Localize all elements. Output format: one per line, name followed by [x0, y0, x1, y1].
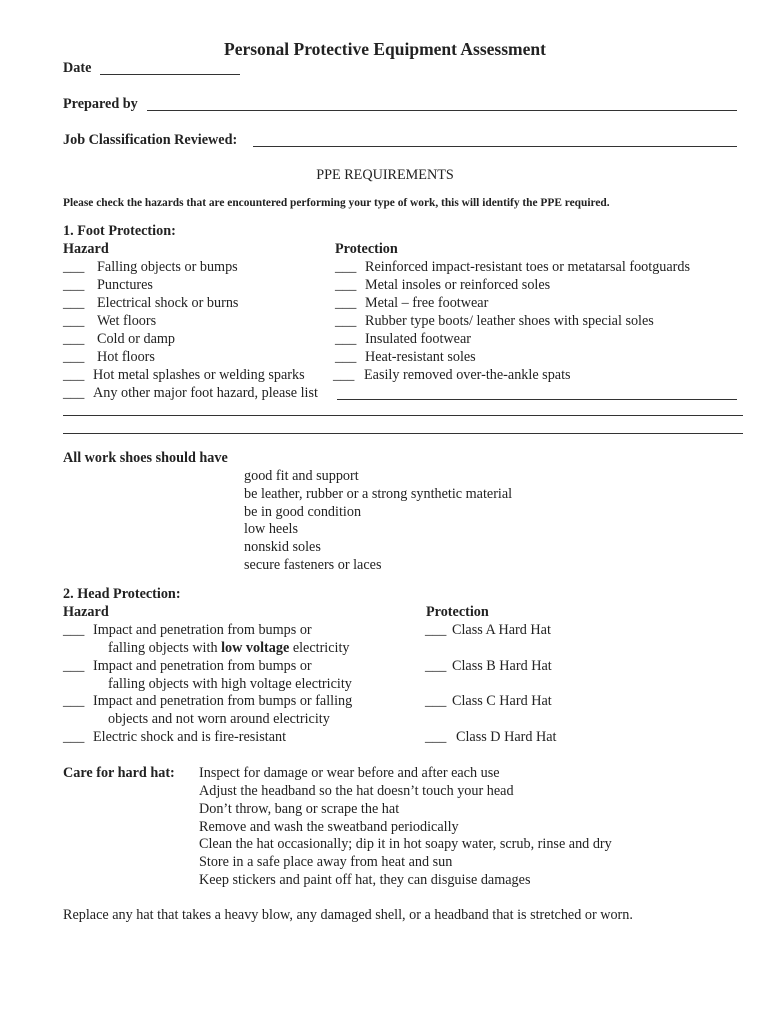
foot-hazard-label: Hot metal splashes or welding sparks [93, 367, 305, 383]
foot-other-field-line-2[interactable] [63, 415, 743, 416]
foot-protection-checkbox[interactable]: ___ [335, 277, 357, 293]
head-protection-heading: 2. Head Protection: [63, 586, 181, 602]
foot-protection-checkbox[interactable]: ___ [335, 331, 357, 347]
care-item: Inspect for damage or wear before and after each use [199, 765, 500, 781]
head-hazard-label-continued: objects and not worn around electricity [108, 711, 330, 727]
foot-protection-label: Rubber type boots/ leather shoes with special soles [365, 313, 654, 329]
foot-hazard-checkbox[interactable]: ___ [63, 259, 85, 275]
head-hazard-checkbox[interactable]: ___ [63, 729, 85, 745]
head-protection-label: Class A Hard Hat [452, 622, 551, 638]
foot-protection-checkbox[interactable]: ___ [335, 349, 357, 365]
foot-other-checkbox[interactable]: ___ [63, 385, 85, 401]
head-protection-label: Class D Hard Hat [456, 729, 557, 745]
care-item: Keep stickers and paint off hat, they can disguise damages [199, 872, 531, 888]
replace-hat-note: Replace any hat that takes a heavy blow, any damaged shell, or a headband that is stretched or worn. [63, 907, 633, 923]
work-shoes-item: low heels [244, 521, 298, 537]
care-item: Adjust the headband so the hat doesn’t touch your head [199, 783, 514, 799]
foot-hazard-label: Wet floors [97, 313, 157, 329]
care-item: Remove and wash the sweatband periodically [199, 819, 459, 835]
head-protection-label: Class B Hard Hat [452, 658, 552, 674]
instructions-text: Please check the hazards that are encountered performing your type of work, this will identify the PPE required. [63, 197, 610, 209]
page-title: Personal Protective Equipment Assessment [224, 39, 546, 59]
care-item: Store in a safe place away from heat and sun [199, 854, 453, 870]
foot-protection-label: Easily removed over-the-ankle spats [364, 367, 571, 383]
head-protection-checkbox[interactable]: ___ [425, 622, 447, 638]
care-item: Don’t throw, bang or scrape the hat [199, 801, 400, 817]
head-hazard-label-continued: falling objects with low voltage electricity [108, 640, 350, 656]
work-shoes-heading: All work shoes should have [63, 450, 228, 466]
foot-hazard-label: Hot floors [97, 349, 155, 365]
foot-protection-column-header: Protection [335, 241, 398, 257]
head-hazard-checkbox[interactable]: ___ [63, 622, 85, 638]
foot-hazard-label: Electrical shock or burns [97, 295, 239, 311]
foot-other-field-line-3[interactable] [63, 433, 743, 434]
head-hazard-label: Electric shock and is fire-resistant [93, 729, 287, 745]
foot-protection-checkbox[interactable]: ___ [333, 367, 355, 383]
job-classification-label: Job Classification Reviewed: [63, 132, 238, 148]
care-item: Clean the hat occasionally; dip it in hot soapy water, scrub, rinse and dry [199, 836, 612, 852]
foot-hazard-checkbox[interactable]: ___ [63, 349, 85, 365]
foot-protection-label: Metal insoles or reinforced soles [365, 277, 551, 293]
head-hazard-column-header: Hazard [63, 604, 109, 620]
head-hazard-label: Impact and penetration from bumps or falling [93, 693, 353, 709]
date-field[interactable] [100, 74, 240, 75]
head-protection-checkbox[interactable]: ___ [425, 658, 447, 674]
head-hazard-checkbox[interactable]: ___ [63, 693, 85, 709]
head-protection-checkbox[interactable]: ___ [425, 693, 447, 709]
foot-hazard-label: Punctures [97, 277, 153, 293]
care-hard-hat-label: Care for hard hat: [63, 765, 175, 781]
foot-protection-checkbox[interactable]: ___ [335, 259, 357, 275]
foot-hazard-label: Falling objects or bumps [97, 259, 238, 275]
foot-protection-label: Heat-resistant soles [365, 349, 476, 365]
foot-protection-checkbox[interactable]: ___ [335, 313, 357, 329]
foot-hazard-checkbox[interactable]: ___ [63, 367, 85, 383]
work-shoes-item: be leather, rubber or a strong synthetic material [244, 486, 513, 502]
foot-protection-label: Reinforced impact-resistant toes or metatarsal footguards [365, 259, 691, 275]
ppe-requirements-heading: PPE REQUIREMENTS [316, 167, 454, 183]
foot-protection-label: Metal – free footwear [365, 295, 489, 311]
head-protection-column-header: Protection [426, 604, 489, 620]
foot-hazard-checkbox[interactable]: ___ [63, 331, 85, 347]
work-shoes-item: secure fasteners or laces [244, 557, 382, 573]
foot-hazard-checkbox[interactable]: ___ [63, 313, 85, 329]
head-protection-checkbox[interactable]: ___ [425, 729, 447, 745]
foot-protection-heading: 1. Foot Protection: [63, 223, 176, 239]
date-label: Date [63, 60, 92, 76]
work-shoes-item: nonskid soles [244, 539, 321, 555]
foot-hazard-column-header: Hazard [63, 241, 109, 257]
foot-other-field[interactable] [337, 399, 737, 400]
head-hazard-checkbox[interactable]: ___ [63, 658, 85, 674]
work-shoes-item: good fit and support [244, 468, 359, 484]
head-hazard-label-continued: falling objects with high voltage electricity [108, 676, 352, 692]
foot-hazard-label: Cold or damp [97, 331, 176, 347]
work-shoes-item: be in good condition [244, 504, 362, 520]
job-classification-field[interactable] [253, 146, 737, 147]
foot-protection-label: Insulated footwear [365, 331, 471, 347]
head-protection-label: Class C Hard Hat [452, 693, 552, 709]
foot-other-label: Any other major foot hazard, please list [93, 385, 318, 401]
foot-hazard-checkbox[interactable]: ___ [63, 277, 85, 293]
prepared-by-label: Prepared by [63, 96, 138, 112]
head-hazard-label: Impact and penetration from bumps or [93, 622, 312, 638]
head-hazard-label: Impact and penetration from bumps or [93, 658, 312, 674]
foot-hazard-checkbox[interactable]: ___ [63, 295, 85, 311]
prepared-by-field[interactable] [147, 110, 737, 111]
low-voltage-emphasis: low voltage [221, 640, 290, 656]
foot-protection-checkbox[interactable]: ___ [335, 295, 357, 311]
